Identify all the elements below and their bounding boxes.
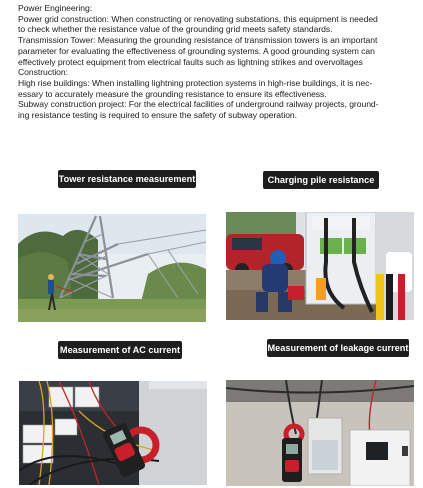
intro-line: ing resistance testing is required to ensure the safety of subway operation. [18, 110, 298, 121]
charging-station-photo [226, 212, 414, 320]
intro-line: Subway construction project: For the electrical facilities of underground railway projects, ground- [18, 99, 379, 110]
intro-heading: Power Engineering: [18, 3, 93, 13]
intro-line: Power grid construction: When constructing or renovating substations, this equipment is needed [18, 13, 378, 24]
intro-line: parameter for evaluating the effectiveness of grounding systems. A good grounding system can [18, 45, 375, 56]
intro-line: essary to accurately measure the grounding resistance to ensure its effectiveness. [18, 88, 327, 99]
transmission-tower-photo [18, 214, 206, 322]
intro-line: High rise buildings: When installing lightning protection systems in high-rise buildings, it is nec- [18, 77, 373, 88]
intro-line: to check whether the resistance value of the grounding grid meets safety standards. [18, 24, 333, 35]
intro-line: Construction: [18, 67, 68, 78]
ac-current-label: Measurement of AC current [58, 341, 182, 359]
electrical-panel-clamp-meter-photo [19, 381, 207, 485]
charging-pile-label: Charging pile resistance [263, 171, 379, 189]
leakage-current-label: Measurement of leakage current [267, 339, 409, 357]
intro-line: Transmission Tower: Measuring the grounding resistance of transmission towers is an important [18, 35, 378, 46]
tower-resistance-label: Tower resistance measurement [58, 170, 196, 188]
intro-text [18, 3, 414, 121]
intro-line: effectively protect equipment from electrical faults such as lightning strikes and overvoltages [18, 56, 363, 67]
wall-conduit-clamp-meter-photo [226, 380, 414, 486]
